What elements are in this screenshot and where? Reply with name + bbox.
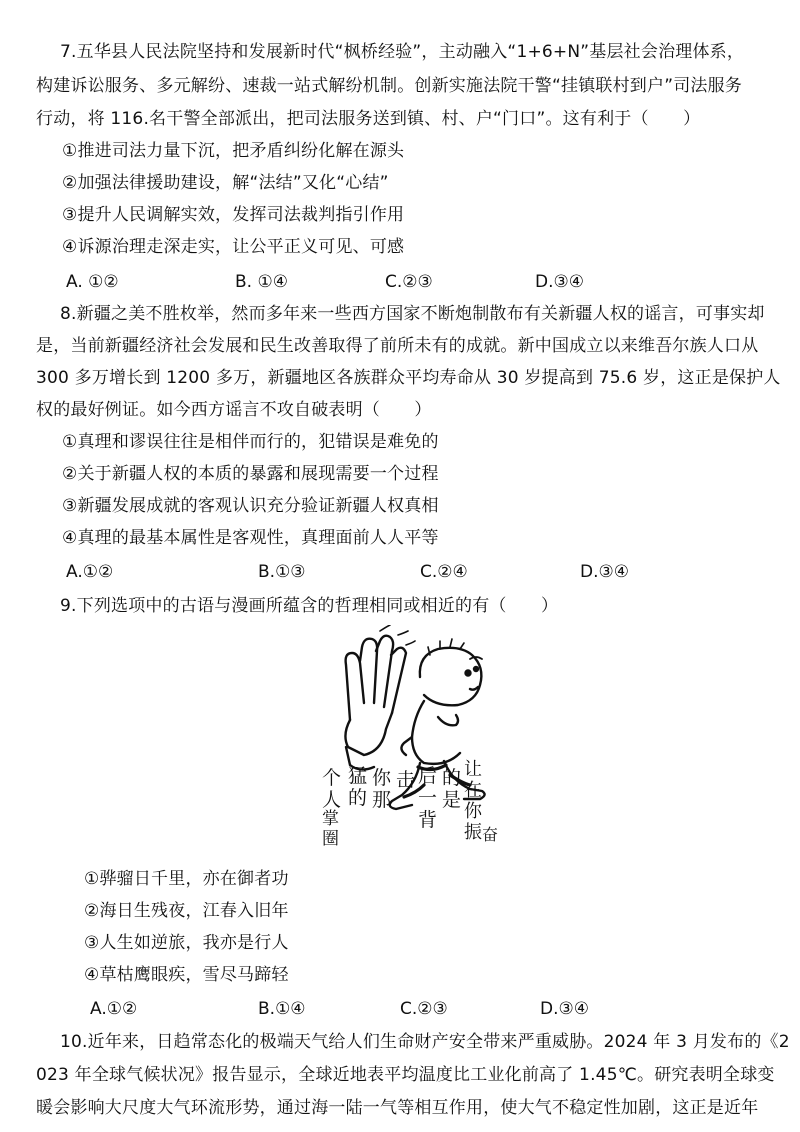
- q8-statement-3: ③新疆发展成就的客观认识充分验证新疆人权真相: [62, 496, 439, 516]
- q7-option-b[interactable]: B. ①④: [235, 272, 288, 292]
- q10-stem-line-1: 10.近年来，日趋常态化的极端天气给人们生命财产安全带来严重威胁。2024 年 3 月发布的《2: [60, 1032, 790, 1052]
- q9-stem-line-1: 9.下列选项中的古语与漫画所蕴含的哲理相同或相近的有（ ）: [60, 596, 559, 616]
- q8-statement-4: ④真理的最基本属性是客观性，真理面前人人平等: [62, 528, 439, 548]
- hand-outline: [346, 653, 364, 720]
- q9-statement-3: ③人生如逆旅，我亦是行人: [84, 933, 289, 953]
- q7-option-d[interactable]: D.③④: [535, 272, 584, 292]
- q9-option-b[interactable]: B.①④: [258, 999, 306, 1019]
- caption-col-6: 的是: [442, 767, 462, 811]
- q9-statement-4: ④草枯鹰眼疾，雪尽马蹄轻: [84, 965, 289, 985]
- caption-col-2: 猛的: [348, 765, 368, 809]
- caption-col-3: 你那: [372, 767, 392, 811]
- q10-stem-line-2: 023 年全球气候状况》报告显示，全球近地表平均温度比工业化前高了 1.45℃。研究表明全球变: [36, 1065, 775, 1085]
- q8-statement-2: ②关于新疆人权的本质的暴露和展现需要一个过程: [62, 464, 439, 484]
- q10-stem-line-3: 暖会影响大尺度大气环流形势，通过海一陆一气等相互作用，使大气不稳定性加剧，这正是近年: [36, 1098, 759, 1118]
- q7-option-a[interactable]: A. ①②: [66, 272, 119, 292]
- q8-statement-1: ①真理和谬误往往是相伴而行的，犯错误是难免的: [62, 432, 439, 452]
- q7-stem-line-1: 7.五华县人民法院坚持和发展新时代“枫桥经验”，主动融入“1+6+N”基层社会治理体系，: [60, 42, 745, 62]
- q8-option-d[interactable]: D.③④: [580, 562, 629, 582]
- caption-col-4: 击: [396, 769, 416, 791]
- q9-option-a[interactable]: A.①②: [90, 999, 138, 1019]
- caption-col-7b: 你振: [464, 801, 482, 843]
- q9-options: [0, 997, 800, 1021]
- caption-col-5b: 背: [418, 809, 438, 831]
- q7-statement-4: ④诉源治理走深走实，让公平正义可见、可感: [62, 237, 405, 257]
- q7-options: [0, 270, 800, 294]
- q8-stem-line-4: 权的最好例证。如今西方谣言不攻自破表明（ ）: [36, 400, 432, 420]
- caption-col-1b: 掌圈: [322, 809, 339, 849]
- q8-option-b[interactable]: B.①③: [258, 562, 306, 582]
- q8-stem-line-2: 是，当前新疆经济社会发展和民生改善取得了前所未有的成就。新中国成立以来维吾尔族人口从: [36, 336, 759, 356]
- caption-col-8: 奋: [482, 825, 499, 844]
- q9-statement-2: ②海日生残夜，江春入旧年: [84, 901, 289, 921]
- q8-stem-line-3: 300 多万增长到 1200 多万，新疆地区各族群众平均寿命从 30 岁提高到 75.6 岁，这正是保护人: [36, 368, 781, 388]
- q8-options: [0, 560, 800, 584]
- caption-col-7: 让在: [464, 759, 482, 801]
- cartoon-caption: [322, 759, 499, 855]
- q7-statement-3: ③提升人民调解实效，发挥司法裁判指引作用: [62, 205, 405, 225]
- q9-option-c[interactable]: C.②③: [400, 999, 448, 1019]
- q9-statement-1: ①骅骝日千里，亦在御者功: [84, 869, 289, 889]
- q9-option-d[interactable]: D.③④: [540, 999, 589, 1019]
- q7-option-c[interactable]: C.②③: [385, 272, 433, 292]
- q8-option-c[interactable]: C.②④: [420, 562, 468, 582]
- q8-option-a[interactable]: A.①②: [66, 562, 114, 582]
- q7-stem-line-3: 行动，将 116.名干警全部派出，把司法服务送到镇、村、户“门口”。这有利于（ ）: [36, 109, 701, 129]
- caption-col-5: 后一: [418, 765, 438, 809]
- caption-col-1: 个人: [322, 767, 342, 811]
- q7-statement-2: ②加强法律援助建设，解“法结”又化“心结”: [62, 173, 389, 193]
- q7-stem-line-2: 构建诉讼服务、多元解纷、速裁一站式解纷机制。创新实施法院干警“挂镇联村到户”司法服务: [36, 76, 743, 96]
- q7-statement-1: ①推进司法力量下沉，把矛盾纠纷化解在源头: [62, 141, 405, 161]
- q8-stem-line-1: 8.新疆之美不胜枚举，然而多年来一些西方国家不断炮制散布有关新疆人权的谣言，可事实却: [60, 304, 765, 324]
